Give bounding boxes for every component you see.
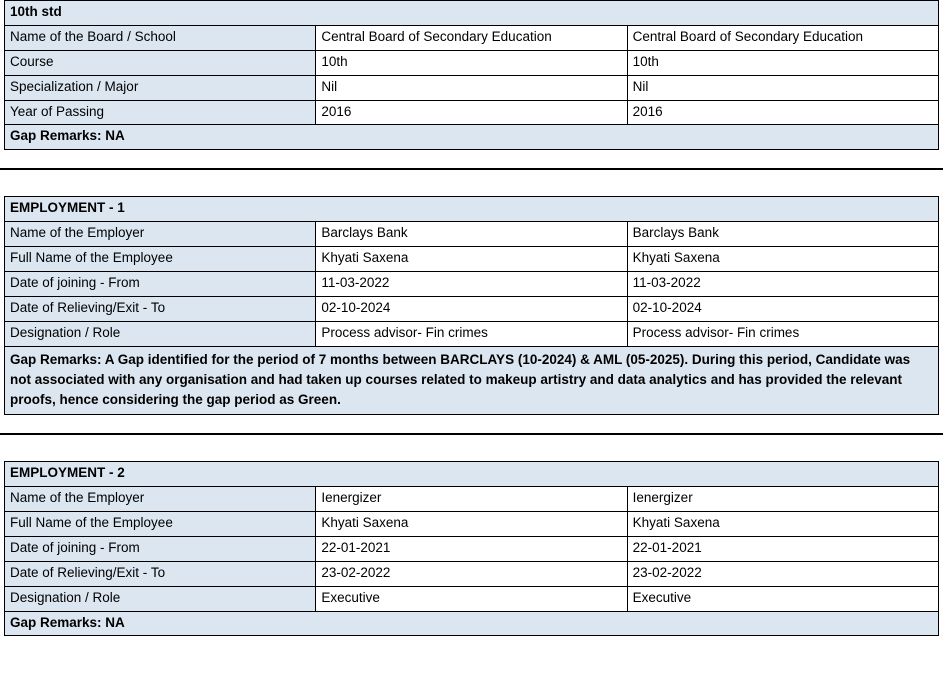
table-row bbox=[5, 271, 939, 296]
row-value-left: Nil bbox=[316, 75, 627, 100]
table-row bbox=[5, 25, 939, 50]
row-value-right: 10th bbox=[627, 50, 938, 75]
row-value-right: Ienergizer bbox=[627, 487, 938, 512]
table-row bbox=[5, 321, 939, 346]
row-value-right: Process advisor- Fin crimes bbox=[627, 321, 938, 346]
section-header-title: EMPLOYMENT - 2 bbox=[5, 462, 939, 487]
row-value-right: Nil bbox=[627, 75, 938, 100]
row-value-right: Barclays Bank bbox=[627, 222, 938, 247]
row-label: Date of joining - From bbox=[5, 271, 316, 296]
row-value-left: 10th bbox=[316, 50, 627, 75]
row-value-right: Khyati Saxena bbox=[627, 247, 938, 272]
section-header-row bbox=[5, 197, 939, 222]
table-row bbox=[5, 222, 939, 247]
row-value-left: Executive bbox=[316, 586, 627, 611]
employment-table-1 bbox=[4, 196, 939, 415]
gap-remarks-row bbox=[5, 346, 939, 415]
row-label: Designation / Role bbox=[5, 321, 316, 346]
row-label: Full Name of the Employee bbox=[5, 247, 316, 272]
row-label: Name of the Board / School bbox=[5, 25, 316, 50]
row-value-right: 23-02-2022 bbox=[627, 561, 938, 586]
row-value-right: Central Board of Secondary Education bbox=[627, 25, 938, 50]
table-row bbox=[5, 247, 939, 272]
spacer bbox=[0, 150, 943, 168]
table-row bbox=[5, 75, 939, 100]
section-header-row bbox=[5, 462, 939, 487]
row-label: Designation / Role bbox=[5, 586, 316, 611]
table-row bbox=[5, 512, 939, 537]
section-header-row bbox=[5, 1, 939, 26]
row-label: Date of Relieving/Exit - To bbox=[5, 296, 316, 321]
row-label: Course bbox=[5, 50, 316, 75]
spacer bbox=[0, 435, 943, 461]
row-label: Full Name of the Employee bbox=[5, 512, 316, 537]
table-row bbox=[5, 536, 939, 561]
table-row bbox=[5, 50, 939, 75]
row-value-left: Process advisor- Fin crimes bbox=[316, 321, 627, 346]
row-value-left: Khyati Saxena bbox=[316, 247, 627, 272]
row-value-left: Central Board of Secondary Education bbox=[316, 25, 627, 50]
row-label: Date of joining - From bbox=[5, 536, 316, 561]
gap-remarks-text: Gap Remarks: NA bbox=[5, 125, 939, 150]
table-row bbox=[5, 586, 939, 611]
row-value-left: Barclays Bank bbox=[316, 222, 627, 247]
row-label: Name of the Employer bbox=[5, 222, 316, 247]
section-header-title: 10th std bbox=[5, 1, 939, 26]
row-value-left: 2016 bbox=[316, 100, 627, 125]
spacer bbox=[0, 170, 943, 196]
gap-remarks-row bbox=[5, 611, 939, 636]
row-value-right: 11-03-2022 bbox=[627, 271, 938, 296]
row-value-left: 22-01-2021 bbox=[316, 536, 627, 561]
table-row bbox=[5, 100, 939, 125]
education-table-10th bbox=[4, 0, 939, 150]
employment-table-2 bbox=[4, 461, 939, 636]
row-value-right: 22-01-2021 bbox=[627, 536, 938, 561]
row-label: Specialization / Major bbox=[5, 75, 316, 100]
row-value-right: 2016 bbox=[627, 100, 938, 125]
row-value-right: Khyati Saxena bbox=[627, 512, 938, 537]
row-value-left: Ienergizer bbox=[316, 487, 627, 512]
row-value-left: 11-03-2022 bbox=[316, 271, 627, 296]
row-value-right: Executive bbox=[627, 586, 938, 611]
row-label: Date of Relieving/Exit - To bbox=[5, 561, 316, 586]
table-row bbox=[5, 487, 939, 512]
row-label: Name of the Employer bbox=[5, 487, 316, 512]
row-value-left: 02-10-2024 bbox=[316, 296, 627, 321]
table-row bbox=[5, 296, 939, 321]
gap-remarks-text: Gap Remarks: NA bbox=[5, 611, 939, 636]
row-value-right: 02-10-2024 bbox=[627, 296, 938, 321]
row-value-left: 23-02-2022 bbox=[316, 561, 627, 586]
spacer bbox=[0, 415, 943, 433]
table-row bbox=[5, 561, 939, 586]
row-label: Year of Passing bbox=[5, 100, 316, 125]
row-value-left: Khyati Saxena bbox=[316, 512, 627, 537]
section-header-title: EMPLOYMENT - 1 bbox=[5, 197, 939, 222]
gap-remarks-text: Gap Remarks: A Gap identified for the period of 7 months between BARCLAYS (10-2024) & AML (05-2025). During this period, Candidate was not associated with any organisation and had taken up courses related to makeup artistry and data analytics and has provided the relevant proofs, hence considering the gap period as Green. bbox=[5, 346, 939, 415]
gap-remarks-row bbox=[5, 125, 939, 150]
